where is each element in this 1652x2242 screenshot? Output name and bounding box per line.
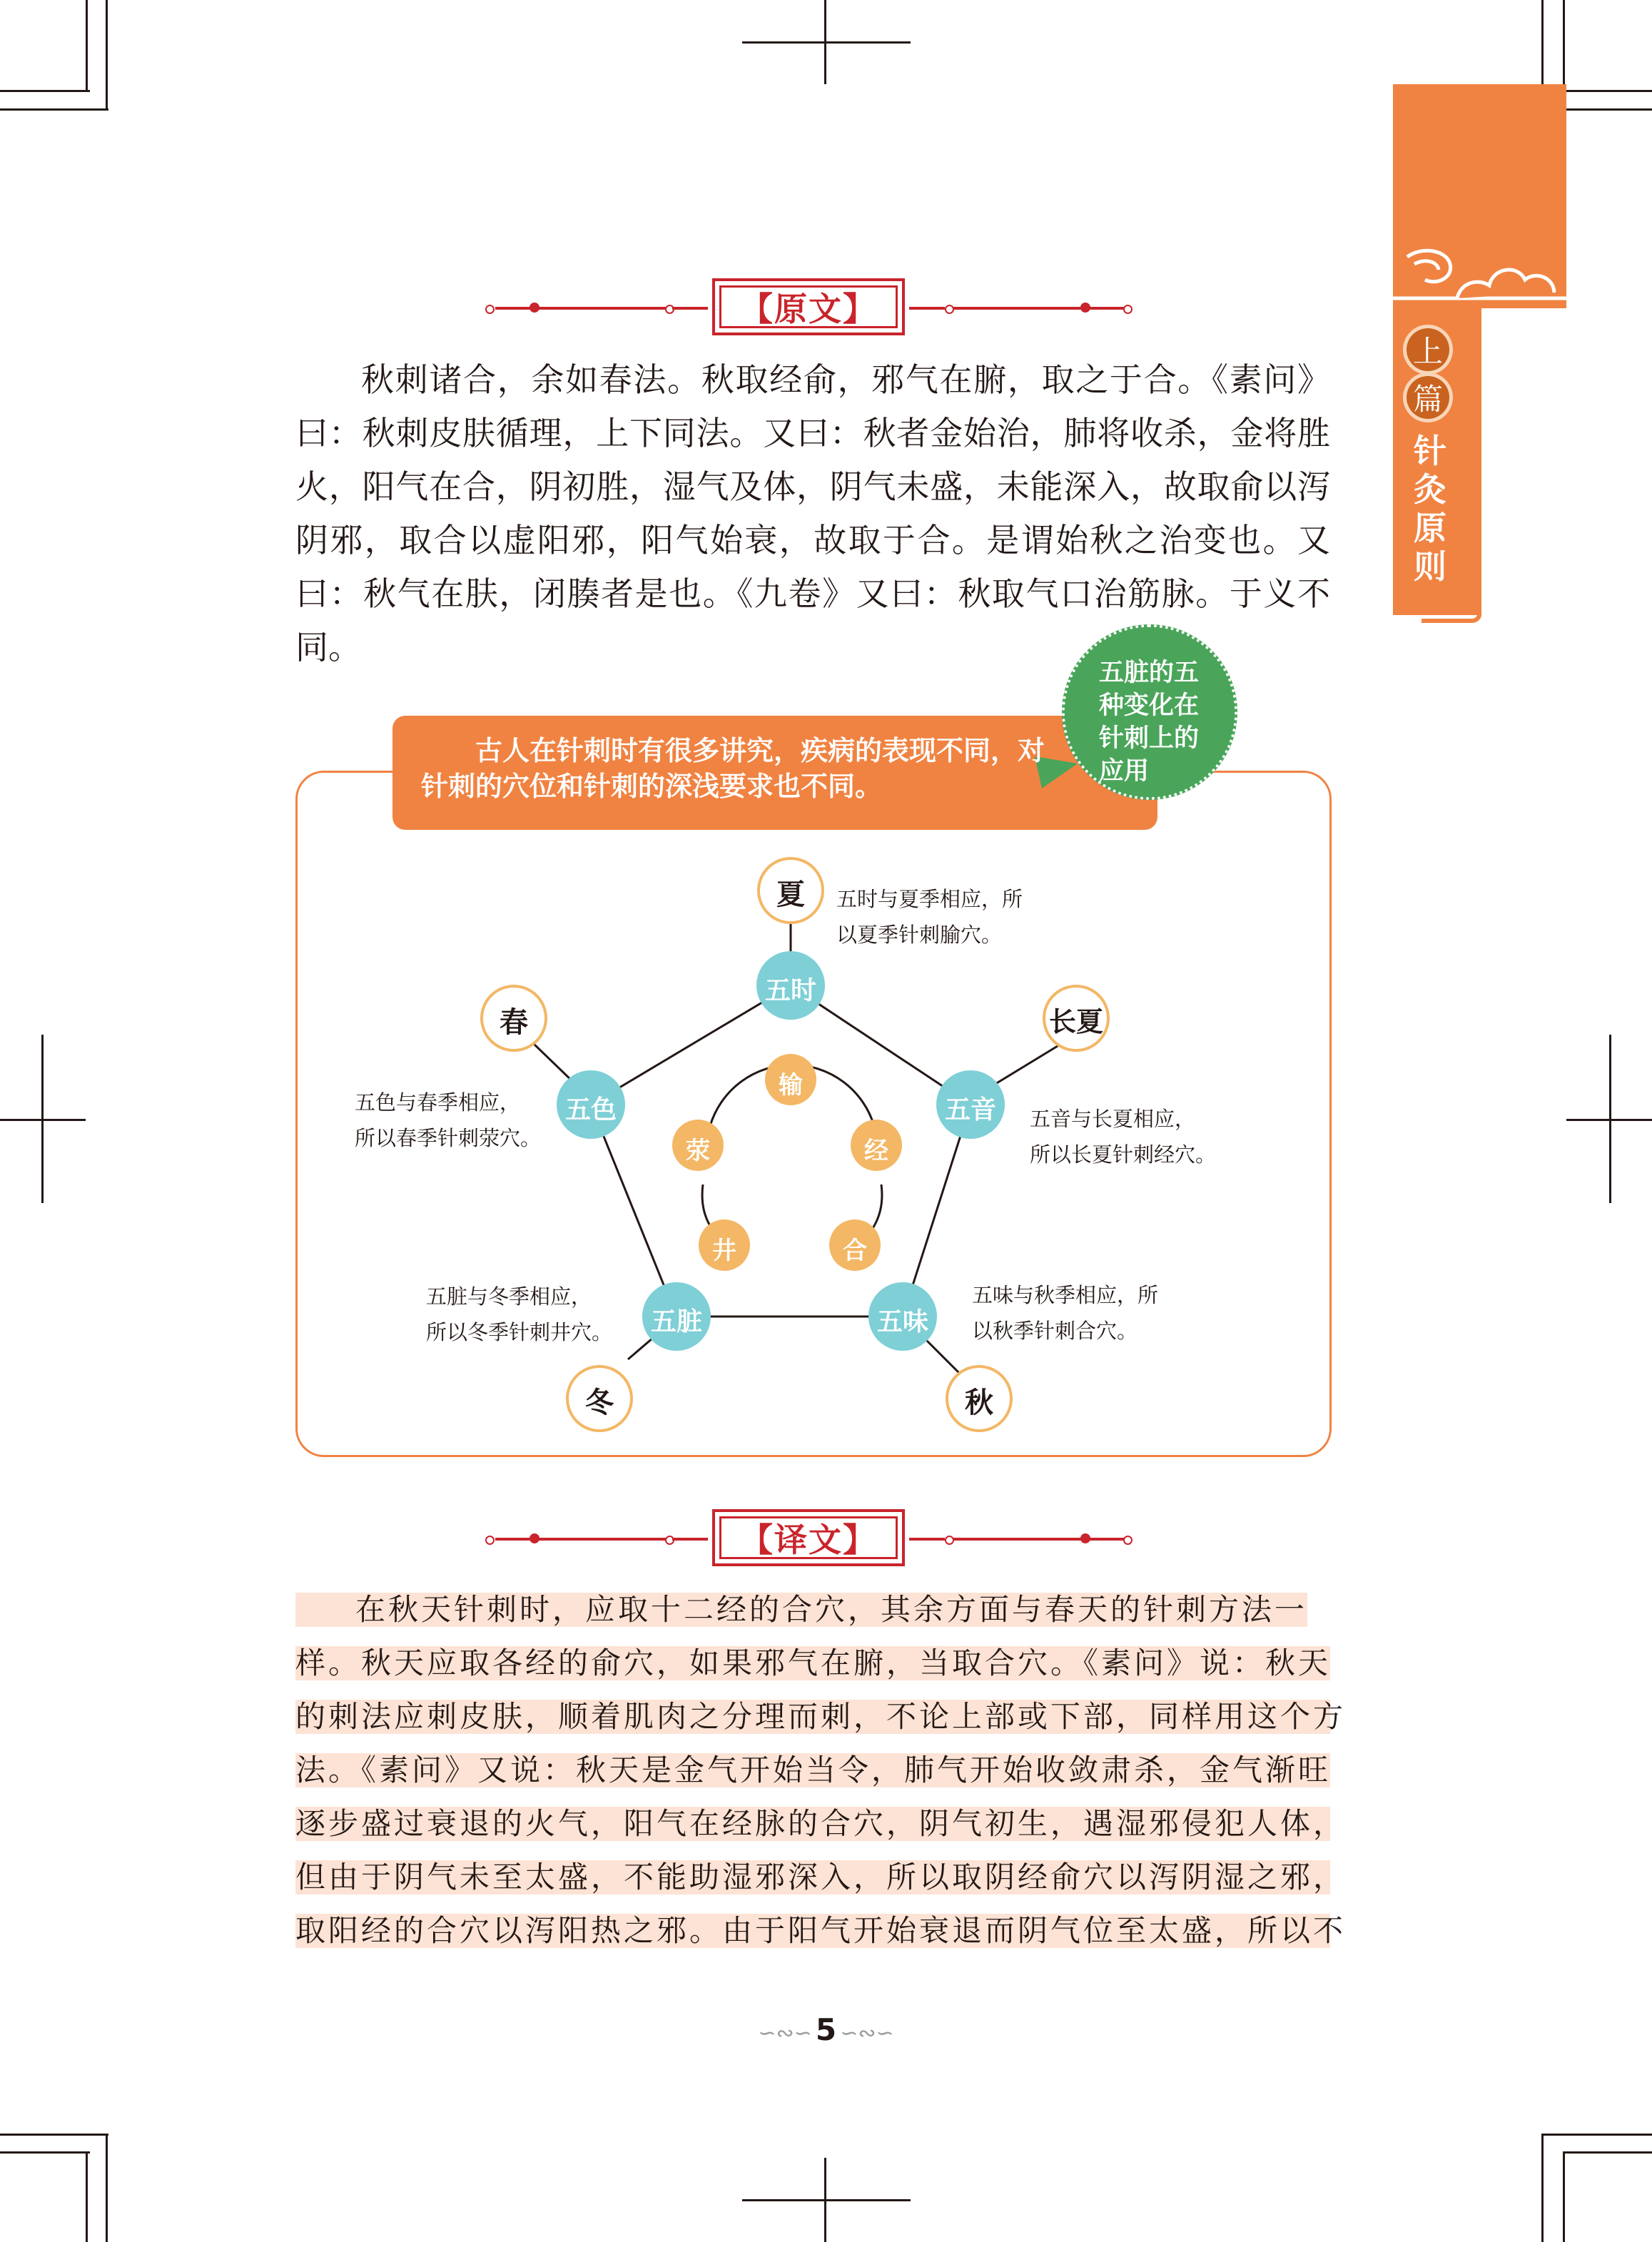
- season-autumn: 秋: [965, 1386, 993, 1419]
- ornament: [495, 1538, 531, 1541]
- season-summer: 夏: [776, 878, 805, 911]
- translation-heading: [485, 1503, 1142, 1575]
- point-jing: 经: [864, 1137, 888, 1165]
- note-spring: 五色与春季相应， 所以春季针刺荥穴。: [355, 1090, 542, 1150]
- translation-text: [295, 1583, 1347, 1957]
- ornament: [953, 1538, 1082, 1541]
- node-color: 五色: [564, 1095, 617, 1125]
- page-footer: [0, 2012, 1652, 2047]
- translation-line: 的刺法应刺皮肤，顺着肌肉之分理而刺，不论上部或下部，同样用这个方: [295, 1698, 1347, 1734]
- page-number: 5: [815, 2012, 837, 2047]
- season-winter: 冬: [585, 1386, 614, 1419]
- ornament: [538, 1538, 667, 1541]
- footer-ornament-left-icon: ∽∾∽: [758, 2021, 812, 2046]
- ornament: [1089, 1538, 1125, 1541]
- node-time: 五时: [764, 976, 816, 1005]
- note-autumn: 五味与秋季相应，所 以秋季针刺合穴。: [972, 1283, 1159, 1343]
- footer-ornament-right-icon: ∽∾∽: [840, 2021, 894, 2046]
- ornament: [1123, 1536, 1132, 1545]
- original-heading-box: 【原文】: [712, 278, 905, 335]
- note-long-summer: 五音与长夏相应， 所以长夏针刺经穴。: [1030, 1107, 1217, 1167]
- note-summer: 五时与夏季相应，所 以夏季针刺腧穴。: [836, 887, 1023, 947]
- part-badge-1: 上: [1403, 325, 1453, 375]
- translation-heading-box: 【译文】: [712, 1509, 905, 1566]
- ornament: [485, 1536, 495, 1545]
- translation-line: 在秋天针刺时，应取十二经的合穴，其余方面与春天的针刺方法一: [295, 1583, 1330, 1636]
- node-taste: 五味: [876, 1307, 928, 1336]
- translation-line: 样。秋天应取各经的俞穴，如果邪气在腑，当取合穴。《素问》说：秋天: [295, 1645, 1332, 1680]
- original-paragraph: 秋刺诸合，余如春法。秋取经俞，邪气在腑，取之于合。《素问》曰：秋刺皮肤循理，上下同法。又曰：秋者金始治，肺将收杀，金将胜火，阳气在合，阴初胜，湿气及体，阴气未盛，未能深入，故取俞以泻阴邪，取合以虚阳邪，阳气始衰，故取于合。是谓始秋之治变也。又曰：秋气在肤，闭腠者是也。《九卷》又曰：秋取气口治筋脉。于义不同。: [295, 360, 1330, 666]
- point-shu: 输: [779, 1071, 803, 1100]
- translation-line: 逐步盛过衰退的火气，阳气在经脉的合穴，阴气初生，遇湿邪侵犯人体，: [295, 1805, 1347, 1841]
- point-he: 合: [843, 1237, 867, 1265]
- ornament: [909, 1538, 945, 1541]
- translation-line: 取阳经的合穴以泻阳热之邪。由于阳气开始衰退而阴气位至太盛，所以不: [295, 1912, 1347, 1948]
- ornament: [672, 1538, 708, 1541]
- note-winter: 五脏与冬季相应， 所以冬季针刺井穴。: [426, 1284, 613, 1344]
- part-badge-2: 篇: [1403, 372, 1453, 422]
- point-ying: 荥: [686, 1137, 710, 1165]
- node-organ: 五脏: [650, 1307, 702, 1336]
- season-spring: 春: [500, 1006, 528, 1039]
- translation-line: 但由于阴气未至太盛，不能助湿邪深入，所以取阴经俞穴以泻阴湿之邪，: [295, 1859, 1347, 1894]
- point-jing-well: 井: [712, 1237, 736, 1265]
- diagram-badge-text: 五脏的五种变化在针刺上的应用: [1099, 659, 1200, 786]
- chapter-title: 针灸原则: [1414, 432, 1446, 586]
- node-sound: 五音: [944, 1095, 996, 1125]
- callout-text: 古人在针刺时有很多讲究，疾病的表现不同，对针刺的穴位和针刺的深浅要求也不同。: [421, 735, 1045, 802]
- translation-line: 法。《素问》又说：秋天是金气开始当令，肺气开始收敛肃杀，金气渐旺: [295, 1752, 1332, 1787]
- season-long-summer: 长夏: [1048, 1006, 1103, 1038]
